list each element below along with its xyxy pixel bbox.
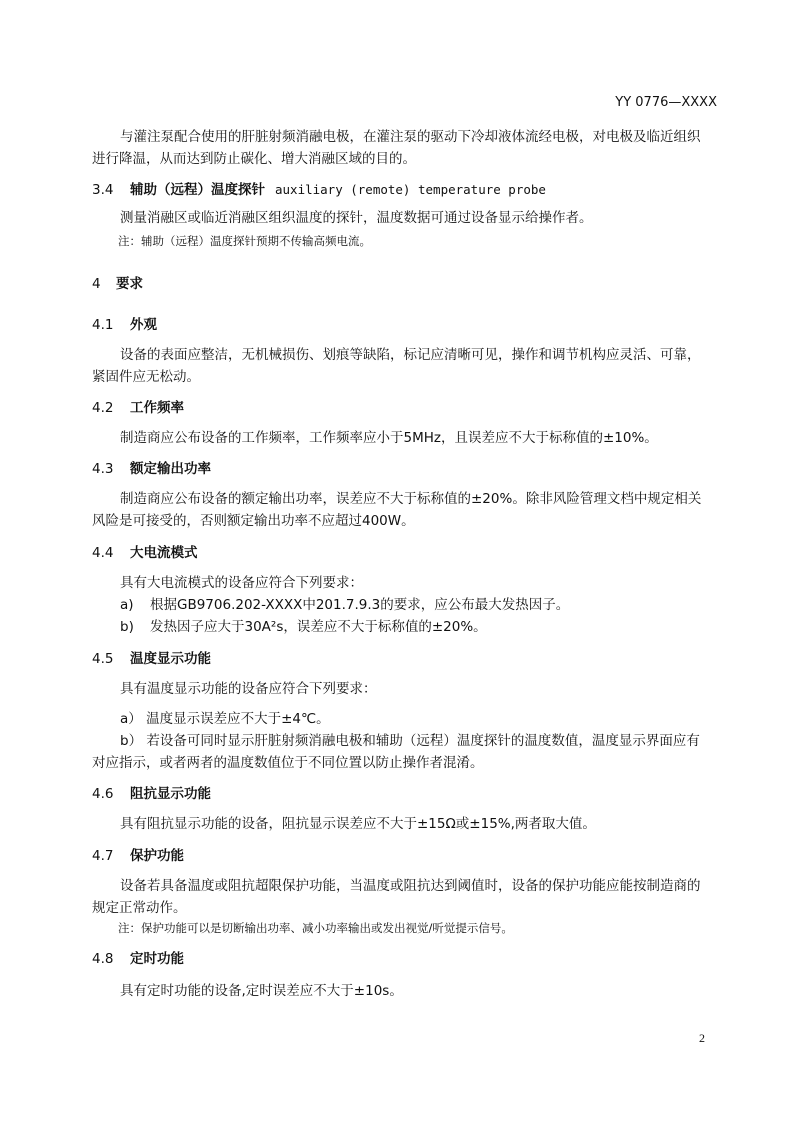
- paragraph-line: 风险是可接受的，否则额定输出功率不应超过400W。: [92, 513, 415, 529]
- section-heading-4-4: [92, 544, 198, 562]
- list-item: a） 温度显示误差应不大于±4℃。: [120, 711, 330, 727]
- section-heading-4-1: [92, 316, 157, 334]
- list-item: [120, 618, 487, 636]
- section-number: 4.8: [92, 951, 114, 967]
- list-item: [120, 596, 569, 614]
- paragraph-line: 具有阻抗显示功能的设备，阻抗显示误差应不大于±15Ω或±15%,两者取大值。: [120, 816, 596, 832]
- note: 注：保护功能可以是切断输出功率、减小功率输出或发出视觉/听觉提示信号。: [118, 921, 513, 935]
- section-title: 要求: [116, 276, 143, 292]
- list-marker: a): [120, 597, 134, 613]
- paragraph-line: 对应指示，或者两者的温度数值位于不同位置以防止操作者混淆。: [92, 755, 484, 771]
- section-title: 外观: [130, 317, 157, 333]
- list-marker: b): [120, 619, 134, 635]
- section-heading-4-7: [92, 847, 184, 865]
- paragraph-line: 测量消融区或临近消融区组织温度的探针，温度数据可通过设备显示给操作者。: [120, 210, 593, 226]
- list-text: 根据GB9706.202-XXXX中201.7.9.3的要求，应公布最大发热因子。: [150, 597, 570, 613]
- paragraph-line: 制造商应公布设备的额定输出功率，误差应不大于标称值的±20%。除非风险管理文档中规定相关: [120, 491, 702, 507]
- section-heading-4-8: [92, 950, 184, 968]
- document-code-header: YY 0776—XXXX: [615, 95, 717, 110]
- paragraph-line: 制造商应公布设备的工作频率，工作频率应小于5MHz，且误差应不大于标称值的±10%。: [120, 430, 658, 446]
- paragraph-line: 设备若具备温度或阻抗超限保护功能，当温度或阻抗达到阈值时，设备的保护功能应能按制造商的: [120, 878, 701, 894]
- section-heading-4: [92, 275, 143, 293]
- section-title-english: auxiliary (remote) temperature probe: [275, 182, 546, 197]
- section-title: 辅助（远程）温度探针: [130, 182, 265, 198]
- paragraph-line: 进行降温，从而达到防止碳化、增大消融区域的目的。: [92, 151, 416, 167]
- paragraph-line: 规定正常动作。: [92, 900, 187, 916]
- section-heading-4-5: [92, 650, 211, 668]
- note: 注：辅助（远程）温度探针预期不传输高频电流。: [118, 234, 371, 248]
- section-number: 4.1: [92, 317, 114, 333]
- section-title: 保护功能: [130, 848, 184, 864]
- paragraph-line: 具有大电流模式的设备应符合下列要求：: [120, 575, 363, 591]
- section-number: 3.4: [92, 182, 114, 198]
- section-heading-3-4: [92, 181, 546, 199]
- section-heading-4-3: [92, 460, 211, 478]
- paragraph-line: 与灌注泵配合使用的肝脏射频消融电极，在灌注泵的驱动下冷却液体流经电极，对电极及临近组织: [120, 129, 701, 145]
- section-heading-4-6: [92, 785, 211, 803]
- paragraph-line: 具有定时功能的设备,定时误差应不大于±10s。: [120, 983, 403, 999]
- list-text: 发热因子应大于30A²s，误差应不大于标称值的±20%。: [150, 619, 487, 635]
- section-number: 4.4: [92, 545, 114, 561]
- section-title: 定时功能: [130, 951, 184, 967]
- section-number: 4: [92, 276, 101, 292]
- section-number: 4.5: [92, 651, 114, 667]
- section-number: 4.7: [92, 848, 114, 864]
- paragraph-line: 设备的表面应整洁，无机械损伤、划痕等缺陷，标记应清晰可见，操作和调节机构应灵活、可靠，: [120, 347, 701, 363]
- paragraph-line: 具有温度显示功能的设备应符合下列要求：: [120, 681, 377, 697]
- section-title: 大电流模式: [130, 545, 198, 561]
- section-title: 温度显示功能: [130, 651, 211, 667]
- section-title: 工作频率: [130, 400, 184, 416]
- section-number: 4.2: [92, 400, 114, 416]
- section-title: 阻抗显示功能: [130, 786, 211, 802]
- section-number: 4.3: [92, 461, 114, 477]
- section-number: 4.6: [92, 786, 114, 802]
- paragraph-line: 紧固件应无松动。: [92, 369, 200, 385]
- page-number: 2: [699, 1031, 705, 1045]
- section-heading-4-2: [92, 399, 184, 417]
- section-title: 额定输出功率: [130, 461, 211, 477]
- list-item: b） 若设备可同时显示肝脏射频消融电极和辅助（远程）温度探针的温度数值，温度显示界面应有: [120, 733, 700, 749]
